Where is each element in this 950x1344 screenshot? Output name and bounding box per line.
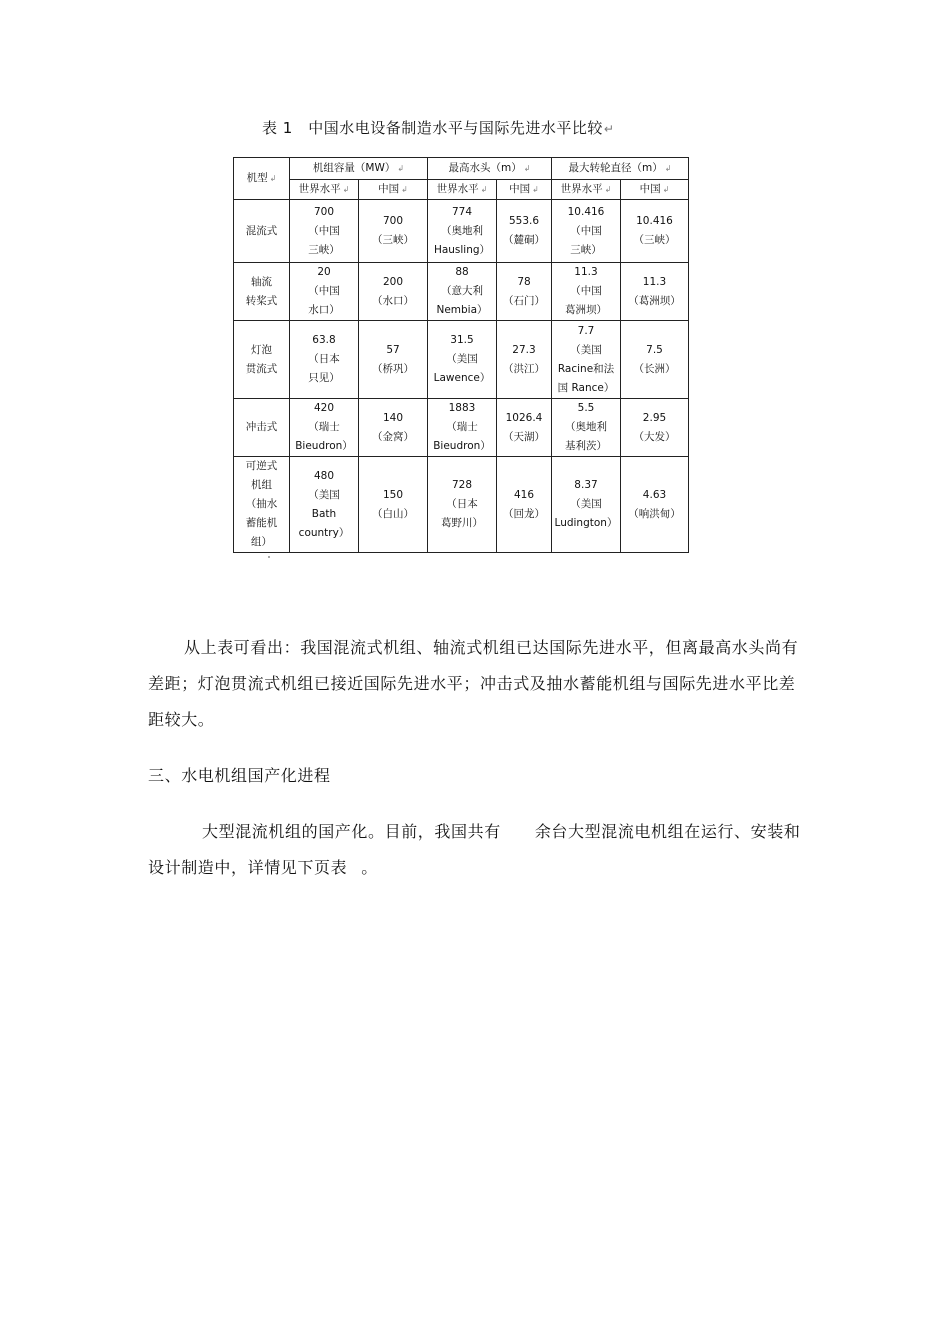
- table-row: [234, 263, 689, 321]
- cell-line: Bieudron）: [295, 440, 353, 452]
- subheader-world-label: 世界水平: [560, 183, 603, 195]
- caption-text: 表 1 中国水电设备制造水平与国际先进水平比较: [262, 119, 603, 137]
- paragraph-part3: 。: [361, 858, 378, 877]
- table-cell: [428, 263, 497, 321]
- table-cell: [359, 457, 428, 553]
- subheader-china: 中国 ↲: [621, 180, 689, 200]
- cell-line: （中国: [570, 224, 602, 237]
- cell-line: country）: [298, 526, 350, 539]
- cell-line: 553.6: [508, 215, 540, 227]
- cell-line: （瑞士: [446, 421, 478, 433]
- table-cell: [621, 399, 689, 457]
- paragraph-part1: 大型混流机组的国产化。目前，我国共有: [202, 822, 501, 841]
- header-head-label: 最高水头（m）: [448, 162, 522, 174]
- cell-line: 只见）: [308, 372, 340, 384]
- cell-line: 5.5: [577, 402, 595, 414]
- cell-line: （水口）: [372, 294, 414, 307]
- table-cell: [359, 399, 428, 457]
- cell-line: 组）: [251, 536, 272, 548]
- cell-line: （金窝）: [372, 430, 414, 443]
- header-capacity-label: 机组容量（MW）: [312, 162, 396, 174]
- row-type-cell: [234, 200, 290, 263]
- subheader-world-label: 世界水平: [436, 183, 479, 195]
- table-header-row: [234, 158, 689, 180]
- subheader-world: 世界水平 ↲: [290, 180, 359, 200]
- table-cell: [359, 263, 428, 321]
- table-row: [234, 457, 689, 553]
- subheader-world: 世界水平 ↲: [552, 180, 621, 200]
- cell-line: 88: [455, 266, 469, 278]
- cell-line: （奥地利: [441, 224, 483, 237]
- cell-line: （回龙）: [503, 507, 545, 520]
- cell-line: Bieudron）: [433, 440, 491, 452]
- row-type-cell: [234, 321, 290, 399]
- cell-line: 7.7: [577, 324, 595, 337]
- cell-line: （洪江）: [503, 362, 545, 375]
- table-cell: [552, 399, 621, 457]
- cell-line: （响洪甸）: [628, 507, 681, 520]
- table-cell: [497, 200, 552, 263]
- cell-line: （中国: [308, 224, 340, 237]
- cell-line: 混流式: [245, 224, 278, 237]
- table-cell: [428, 457, 497, 553]
- cell-line: Hausling）: [433, 243, 491, 256]
- header-head: 最高水头（m） ↲: [428, 158, 552, 180]
- row-type-cell: [234, 263, 290, 321]
- cell-line: （奥地利: [565, 421, 607, 433]
- cell-line: 78: [517, 275, 531, 288]
- cell-line: 11.3: [574, 266, 598, 278]
- paragraph-conclusion: 从上表可看出：我国混流式机组、轴流式机组已达国际先进水平，但离最高水头尚有差距；灯泡贯流式机组已接近国际先进水平；冲击式及抽水蓄能机组与国际先进水平比差距较大。: [148, 638, 799, 729]
- cell-line: （美国: [570, 498, 602, 510]
- comparison-table: [233, 157, 689, 553]
- table-cell: [621, 263, 689, 321]
- table-cell: [552, 263, 621, 321]
- table-cell: [290, 263, 359, 321]
- cell-line: 7.5: [646, 343, 663, 356]
- table-cell: [290, 200, 359, 263]
- cell-line: （三峡）: [633, 234, 676, 246]
- table-cell: [552, 457, 621, 553]
- cell-line: （日本: [308, 353, 340, 365]
- cell-line: 三峡）: [308, 243, 340, 256]
- cell-line: 728: [451, 479, 473, 491]
- cell-line: 150: [382, 488, 404, 501]
- cell-line: 葛洲坝）: [565, 304, 607, 316]
- cell-line: （麓硐）: [503, 234, 545, 246]
- cell-line: 4.63: [642, 488, 667, 501]
- table-cell: [497, 399, 552, 457]
- cell-line: （长洲）: [633, 362, 676, 375]
- cell-line: （白山）: [372, 507, 414, 520]
- cell-line: 20: [317, 266, 331, 278]
- subheader-china: 中国 ↲: [359, 180, 428, 200]
- cell-line: 63.8: [312, 334, 336, 346]
- table-row: [234, 200, 689, 263]
- table-cell: [428, 399, 497, 457]
- paragraph-localization: [148, 814, 808, 886]
- table-cell: [359, 200, 428, 263]
- cell-line: （意大利: [441, 285, 483, 297]
- cell-line: （天湖）: [503, 430, 545, 443]
- anchor-dot: [268, 556, 270, 558]
- cell-line: 8.37: [574, 479, 598, 491]
- subheader-china-label: 中国: [378, 183, 400, 195]
- cell-line: 国 Rance）: [557, 381, 615, 394]
- cell-line: 31.5: [450, 334, 474, 346]
- cell-line: 灯泡: [251, 343, 272, 356]
- subheader-world-label: 世界水平: [298, 183, 341, 195]
- table-cell: [621, 200, 689, 263]
- subheader-china-label: 中国: [509, 183, 531, 195]
- cell-line: （大发）: [633, 430, 676, 443]
- table-row: [234, 321, 689, 399]
- header-diameter-label: 最大转轮直径（m）: [568, 162, 663, 174]
- table-cell: [621, 457, 689, 553]
- cell-line: 葛野川）: [441, 517, 483, 529]
- cell-line: 27.3: [512, 343, 536, 356]
- cell-line: 200: [382, 275, 404, 288]
- cell-line: 可逆式: [245, 460, 278, 472]
- table-cell: [497, 321, 552, 399]
- cell-line: 480: [313, 469, 335, 482]
- row-type-cell: [234, 399, 290, 457]
- subheader-china: 中国 ↲: [497, 180, 552, 200]
- table-cell: [497, 457, 552, 553]
- cell-line: （瑞士: [308, 421, 340, 433]
- cell-line: 2.95: [642, 411, 667, 424]
- table-caption: [262, 117, 614, 138]
- table-row: [234, 399, 689, 457]
- cell-line: 水口）: [308, 304, 340, 316]
- table-cell: [428, 200, 497, 263]
- cell-line: （日本: [446, 498, 478, 510]
- cell-line: 420: [313, 402, 335, 414]
- table-cell: [290, 399, 359, 457]
- cell-line: （美国: [446, 353, 478, 365]
- cell-line: Bath: [311, 507, 337, 520]
- cell-line: 轴流: [251, 275, 272, 288]
- cell-line: Racine和法: [557, 362, 615, 375]
- table-cell: [428, 321, 497, 399]
- cell-line: 1883: [448, 402, 476, 414]
- cell-line: 11.3: [642, 275, 667, 288]
- subheader-world: 世界水平 ↲: [428, 180, 497, 200]
- table-subheader-row: [234, 180, 689, 200]
- header-diameter: 最大转轮直径（m） ↲: [552, 158, 689, 180]
- table-cell: [497, 263, 552, 321]
- header-type-label: 机型: [246, 172, 268, 184]
- table-cell: [552, 200, 621, 263]
- cell-line: 三峡）: [570, 243, 602, 256]
- table-cell: [359, 321, 428, 399]
- cell-line: Nembia）: [436, 304, 488, 316]
- section-heading: 三、水电机组国产化进程: [148, 766, 331, 785]
- cell-line: 700: [382, 215, 404, 227]
- cell-line: Lawence）: [433, 372, 491, 384]
- table-cell: [290, 321, 359, 399]
- row-type-cell: [234, 457, 290, 553]
- cell-line: 140: [382, 411, 404, 424]
- cell-line: 机组: [251, 479, 272, 491]
- subheader-china-label: 中国: [639, 183, 661, 195]
- cell-line: 700: [313, 205, 335, 218]
- table-cell: [552, 321, 621, 399]
- header-type: 机型 ↲: [234, 158, 290, 200]
- cell-line: （美国: [308, 488, 340, 501]
- cell-line: （中国: [308, 285, 340, 297]
- cell-line: 57: [386, 343, 400, 356]
- cell-line: 10.416: [636, 215, 673, 227]
- return-mark-icon: ↵: [603, 122, 615, 136]
- cell-line: （三峡）: [372, 234, 414, 246]
- cell-line: 774: [451, 205, 473, 218]
- cell-line: 10.416: [567, 205, 605, 218]
- cell-line: 基利茨）: [565, 440, 607, 452]
- cell-line: （桥巩）: [372, 362, 414, 375]
- cell-line: 蓄能机: [245, 517, 278, 529]
- cell-line: 416: [513, 488, 535, 501]
- cell-line: （石门）: [503, 294, 545, 307]
- table-cell: [621, 321, 689, 399]
- cell-line: 1026.4: [505, 411, 543, 424]
- cell-line: （抽水: [245, 498, 278, 510]
- header-capacity: 机组容量（MW） ↲: [290, 158, 428, 180]
- cell-line: （葛洲坝）: [628, 294, 681, 307]
- paragraph-part2: 余台大型混流电机组在运行、安装和设计制造中，详情见下页表: [148, 822, 801, 877]
- table-cell: [290, 457, 359, 553]
- cell-line: 贯流式: [245, 362, 278, 375]
- cell-line: 转桨式: [245, 294, 278, 307]
- cell-line: （美国: [570, 343, 602, 356]
- cell-line: Ludington）: [554, 517, 618, 529]
- cell-line: （中国: [570, 285, 602, 297]
- cell-line: 冲击式: [245, 421, 278, 433]
